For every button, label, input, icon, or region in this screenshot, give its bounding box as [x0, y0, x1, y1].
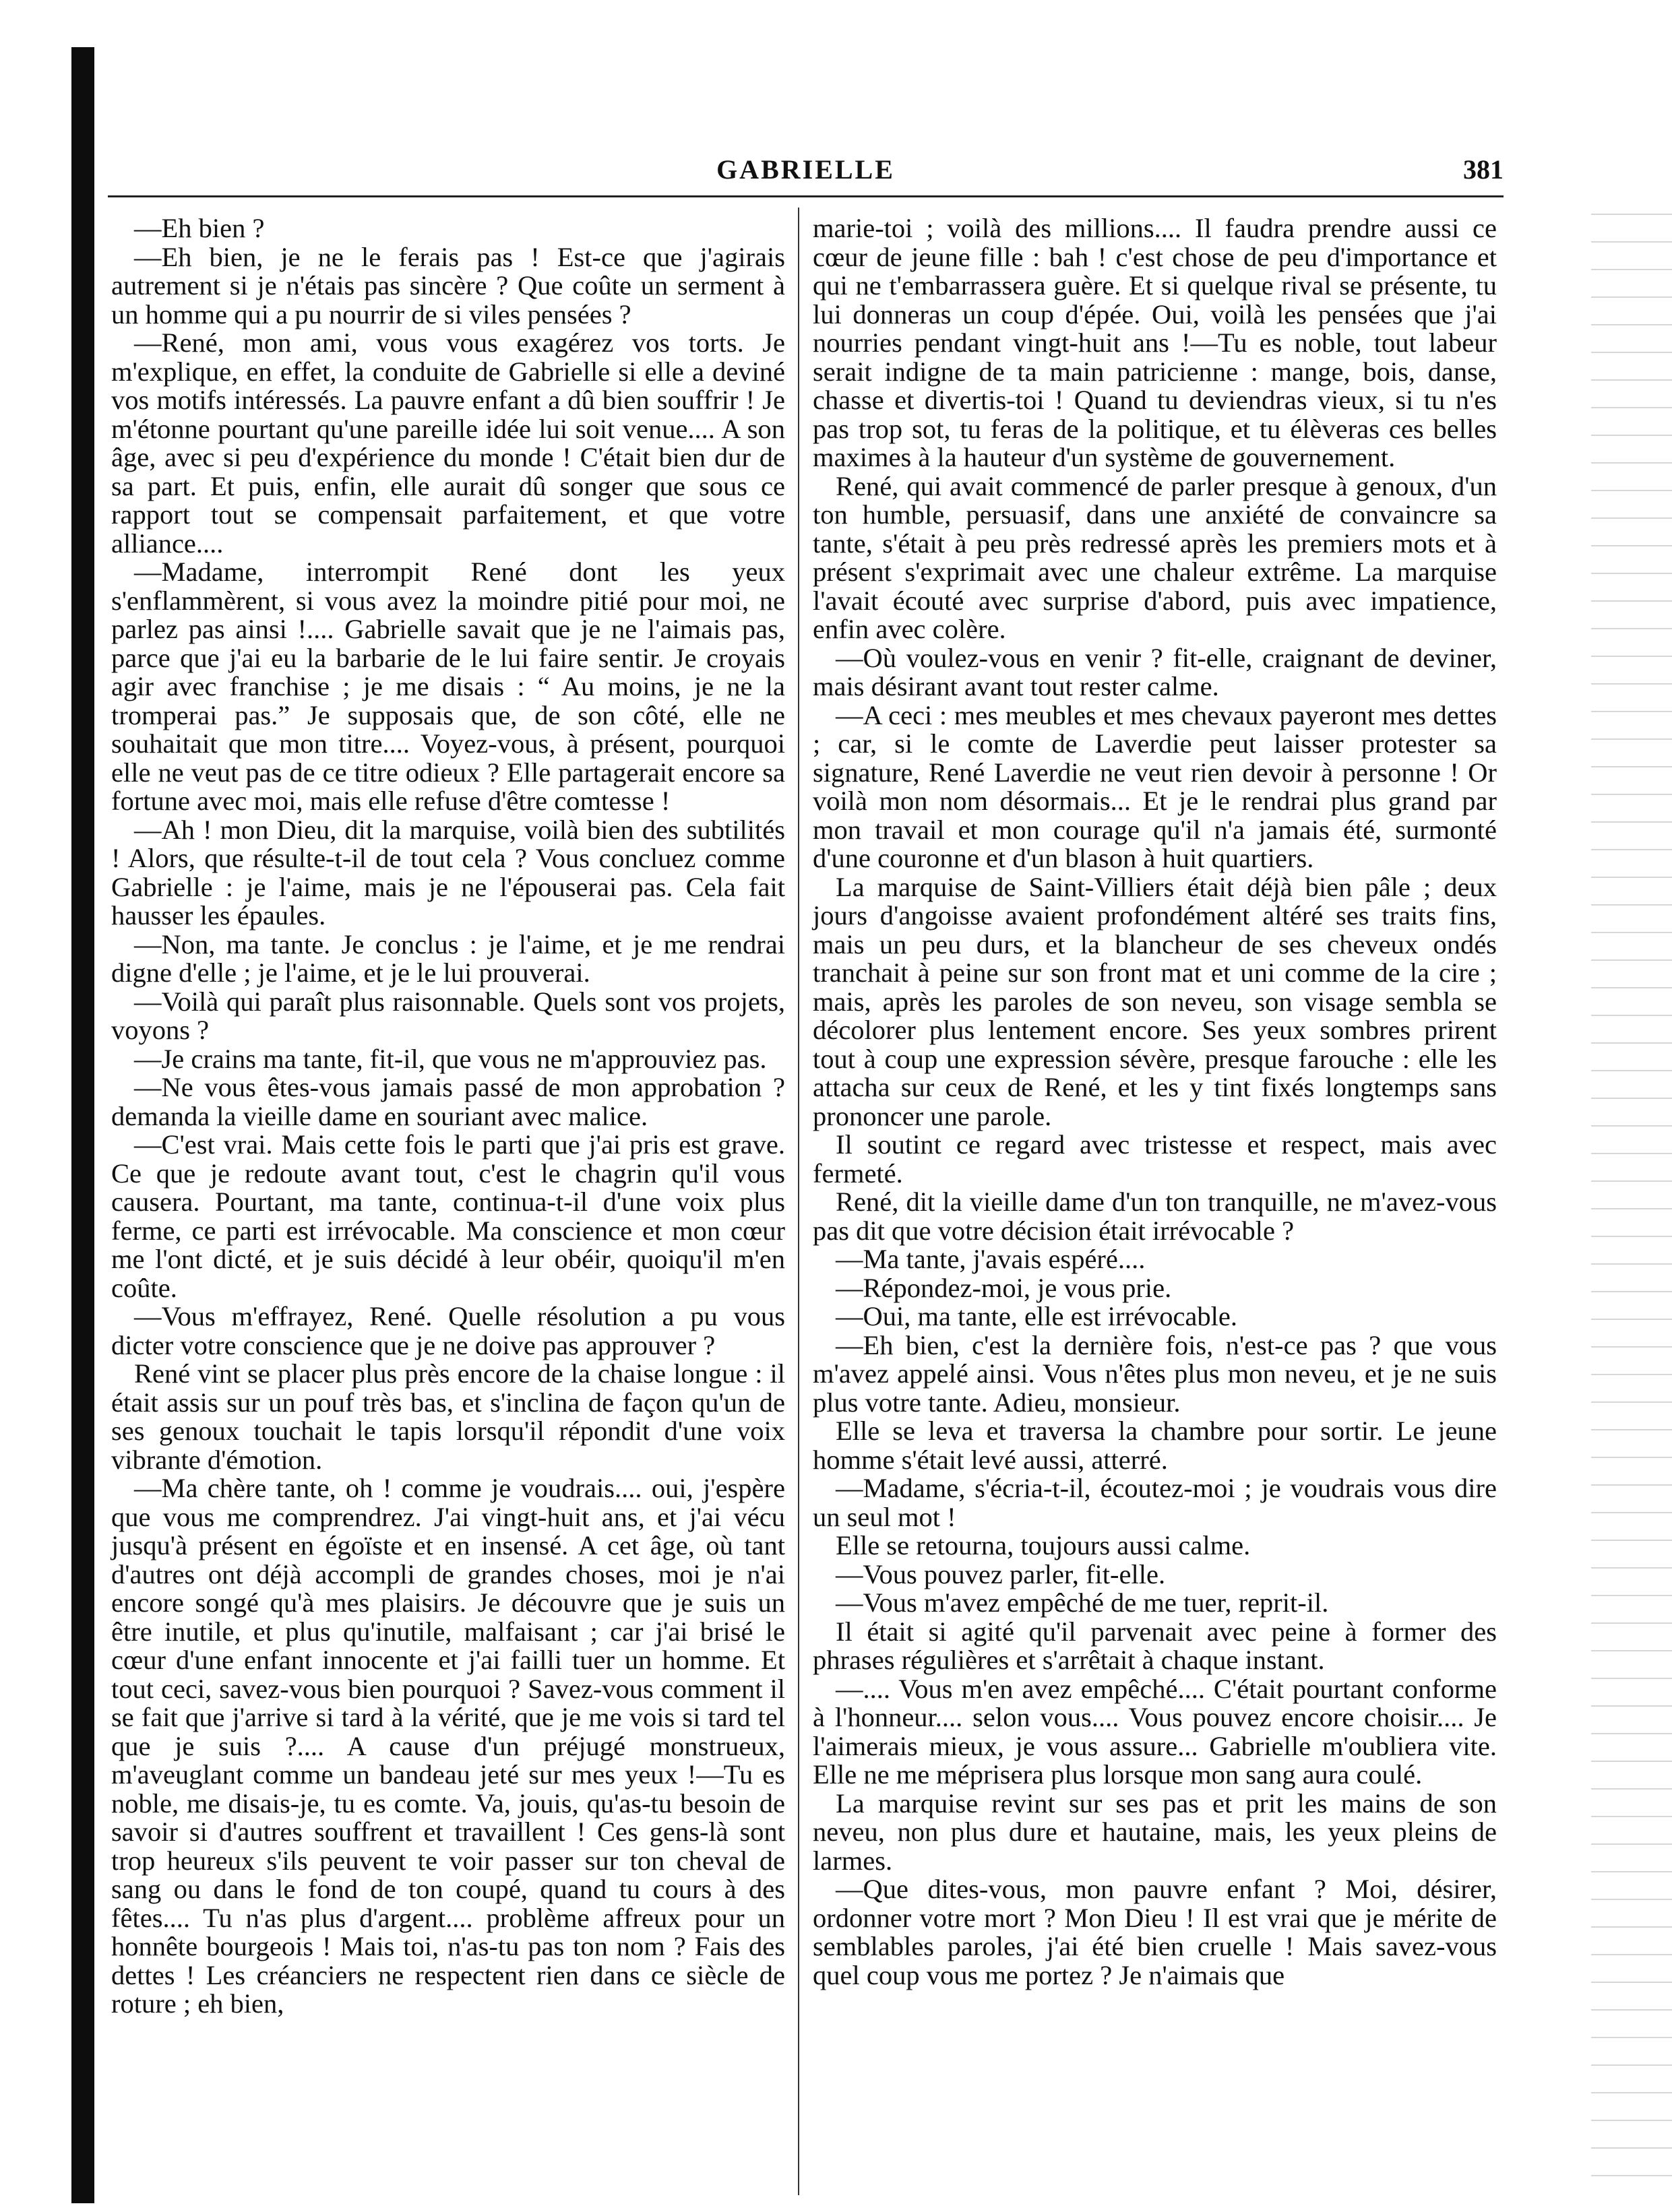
page-number: 381	[1463, 154, 1504, 185]
paragraph: René vint se placer plus près encore de la chaise longue : il était assis sur un pouf très bas, et s'inclina de façon qu'un de ses genoux touchait le tapis lorsqu'il répondit d'une voix vibrante d'émotion.	[111, 1358, 785, 1475]
paragraph: —Ah ! mon Dieu, dit la marquise, voilà bien des subtilités ! Alors, que résulte-t-il de tout cela ? Vous concluez comme Gabrielle : je l'aime, mais je ne l'épouserai pas. Cela fait hausser les épaules.	[111, 814, 785, 930]
paragraph: —Oui, ma tante, elle est irrévocable.	[836, 1301, 1238, 1331]
paragraph: —Eh bien ?	[134, 213, 265, 243]
paragraph: —.... Vous m'en avez empêché.... C'était pourtant conforme à l'honneur.... selon vous.... Vous pouvez encore choisir.... Je l'aimerais mieux, je vous assure... Gabrielle m'oubliera vite. Elle ne me méprisera plus lorsque mon sang aura coulé.	[813, 1673, 1497, 1790]
paragraph: —Répondez-moi, je vous prie.	[836, 1272, 1172, 1303]
page-edge-shadow	[1591, 202, 1672, 2190]
paragraph: —C'est vrai. Mais cette fois le parti que j'ai pris est grave. Ce que je redoute avant tout, c'est le chagrin qu'il vous causera. Pourtant, ma tante, continua-t-il d'une voix plus ferme, ce parti est irrévocable. Ma conscience et mon cœur me l'ont dicté, et je suis décidé à leur obéir, quoiqu'il m'en coûte.	[111, 1129, 785, 1303]
right-column	[813, 214, 1497, 1990]
paragraph: —Voilà qui paraît plus raisonnable. Quels sont vos projets, voyons ?	[111, 986, 785, 1045]
paragraph: —Madame, interrompit René dont les yeux s'enflammèrent, si vous avez la moindre pitié pour moi, ne parlez pas ainsi !.... Gabrielle savait que je ne l'aimais pas, parce que j'ai eu la barbarie de le lui faire sentir. Je croyais agir avec franchise ; je me disais : “ Au moins, je ne la tromperai pas.” Je supposais que, de son côté, elle ne souhaitait que mon titre.... Voyez-vous, à présent, pourquoi elle ne veut pas de ce titre odieux ? Elle partagerait encore sa fortune avec moi, mais elle refuse d'être comtesse !	[111, 557, 785, 816]
paragraph: Il soutint ce regard avec tristesse et respect, mais avec fermeté.	[813, 1129, 1497, 1189]
paragraph: —Madame, s'écria-t-il, écoutez-moi ; je voudrais vous dire un seul mot !	[813, 1473, 1497, 1532]
page-header	[108, 154, 1504, 201]
paragraph: —Je crains ma tante, fit-il, que vous ne m'approuviez pas.	[134, 1043, 767, 1074]
running-title: GABRIELLE	[716, 154, 895, 185]
paragraph: —Vous m'effrayez, René. Quelle résolution a pu vous dicter votre conscience que je ne doive pas approuver ?	[111, 1301, 785, 1360]
paragraph: —René, mon ami, vous vous exagérez vos torts. Je m'explique, en effet, la conduite de Gabrielle si elle a deviné vos motifs intéressés. La pauvre enfant a dû bien souffrir ! Je m'étonne pourtant qu'une pareille idée lui soit venue.... A son âge, avec si peu d'expérience du monde ! C'était bien dur de sa part. Et puis, enfin, elle aurait dû songer que sous ce rapport tout se compensait parfaitement, et que votre alliance....	[111, 327, 785, 559]
paragraph: —A ceci : mes meubles et mes chevaux payeront mes dettes ; car, si le comte de Laverdie peut laisser protester sa signature, René Laverdie ne veut rien devoir à personne ! Or voilà mon nom désormais... Et je le rendrai plus grand par mon travail et mon courage qu'il n'a jamais été, surmonté d'une couronne et d'un blason à huit quartiers.	[813, 699, 1497, 873]
paragraph: —Ne vous êtes-vous jamais passé de mon approbation ? demanda la vieille dame en souriant avec malice.	[111, 1072, 785, 1131]
paragraph: Elle se retourna, toujours aussi calme.	[836, 1530, 1251, 1560]
paragraph: —Non, ma tante. Je conclus : je l'aime, et je me rendrai digne d'elle ; je l'aime, et je le lui prouverai.	[111, 928, 785, 988]
paragraph: Elle se leva et traversa la chambre pour sortir. Le jeune homme s'était levé aussi, atterré.	[813, 1416, 1497, 1475]
left-column	[111, 214, 785, 2019]
paragraph: —Où voulez-vous en venir ? fit-elle, craignant de deviner, mais désirant avant tout rester calme.	[813, 642, 1497, 701]
paragraph: —Eh bien, c'est la dernière fois, n'est-ce pas ? que vous m'avez appelé ainsi. Vous n'êtes plus mon neveu, et je ne suis plus votre tante. Adieu, monsieur.	[813, 1329, 1497, 1418]
paragraph: —Vous pouvez parler, fit-elle.	[836, 1558, 1166, 1589]
binding-edge	[71, 47, 94, 2203]
paragraph: —Ma tante, j'avais espéré....	[836, 1244, 1146, 1274]
paragraph: —Vous m'avez empêché de me tuer, reprit-il.	[836, 1587, 1329, 1618]
paragraph: René, qui avait commencé de parler presque à genoux, d'un ton humble, persuasif, dans une anxiété de convaincre sa tante, s'était à peu près redressé après les premiers mots et à présent s'exprimait avec une chaleur extrême. La marquise l'avait écouté avec surprise d'abord, puis avec impatience, enfin avec colère.	[813, 470, 1497, 644]
paragraph-continued: marie-toi ; voilà des millions.... Il faudra prendre aussi ce cœur de jeune fille : bah ! c'est chose de peu d'importance et qui ne t'embarrassera guère. Et si quelque rival se présente, tu lui donneras un coup d'épée. Oui, voilà les pensées que j'ai nourries pendant vingt-huit ans !—Tu es noble, tout labeur serait indigne de ta main patricienne : mange, bois, danse, chasse et divertis-toi ! Quand tu deviendras vieux, si tu n'es pas trop sot, tu feras de la politique, et tu élèveras ces belles maximes à la hauteur d'un système de gouvernement.	[813, 213, 1497, 472]
paragraph: —Que dites-vous, mon pauvre enfant ? Moi, désirer, ordonner votre mort ? Mon Dieu ! Il est vrai que je mérite de semblables paroles, j'ai été bien cruelle ! Mais savez-vous quel coup vous me portez ? Je n'aimais que	[813, 1874, 1497, 1990]
paragraph: La marquise de Saint-Villiers était déjà bien pâle ; deux jours d'angoisse avaient profondément altéré ses traits fins, mais un peu durs, et la blancheur de ses cheveux ondés tranchait à peine sur son front mat et uni comme de la cire ; mais, après les paroles de son neveu, son visage sembla se décolorer plus lentement encore. Ses yeux sombres prirent tout à coup une expression sévère, presque farouche : elle les attacha sur ceux de René, et les y tint fixés longtemps sans prononcer une parole.	[813, 871, 1497, 1131]
paragraph: Il était si agité qu'il parvenait avec peine à former des phrases régulières et s'arrêtait à chaque instant.	[813, 1616, 1497, 1675]
paragraph: La marquise revint sur ses pas et prit les mains de son neveu, non plus dure et hautaine, mais, les yeux pleins de larmes.	[813, 1788, 1497, 1876]
paragraph: —Ma chère tante, oh ! comme je voudrais.... oui, j'espère que vous me comprendrez. J'ai vingt-huit ans, et j'ai vécu jusqu'à présent en égoïste et en insensé. A cet âge, où tant d'autres ont déjà accompli de grandes choses, moi je n'ai encore songé qu'à mes plaisirs. Je découvre que je suis un être inutile, et plus qu'inutile, malfaisant ; car j'ai brisé le cœur d'une enfant innocente et j'ai failli tuer un homme. Et tout ceci, savez-vous bien pourquoi ? Savez-vous comment il se fait que j'arrive si tard à la vérité, que je me vois si tard tel que je suis ?.... A cause d'un préjugé monstrueux, m'aveuglant comme un bandeau jeté sur mes yeux !—Tu es noble, me disais-je, tu es comte. Va, jouis, qu'as-tu besoin de savoir si d'autres souffrent et travaillent ! Ces gens-là sont trop heureux s'ils peuvent te voir passer sur ton cheval de sang ou dans le fond de ton coupé, quand tu cours à des fêtes.... Tu n'as plus d'argent.... problème affreux pour un honnête bourgeois ! Mais toi, n'as-tu pas ton nom ? Fais des dettes ! Les créanciers ne respectent rien dans ce siècle de roture ; eh bien,	[111, 1473, 785, 2019]
column-divider	[798, 208, 799, 2195]
header-rule	[108, 195, 1504, 197]
paragraph: René, dit la vieille dame d'un ton tranquille, ne m'avez-vous pas dit que votre décision était irrévocable ?	[813, 1187, 1497, 1246]
paragraph: —Eh bien, je ne le ferais pas ! Est-ce que j'agirais autrement si je n'étais pas sincère ? Que coûte un serment à un homme qui a pu nourrir de si viles pensées ?	[111, 241, 785, 329]
